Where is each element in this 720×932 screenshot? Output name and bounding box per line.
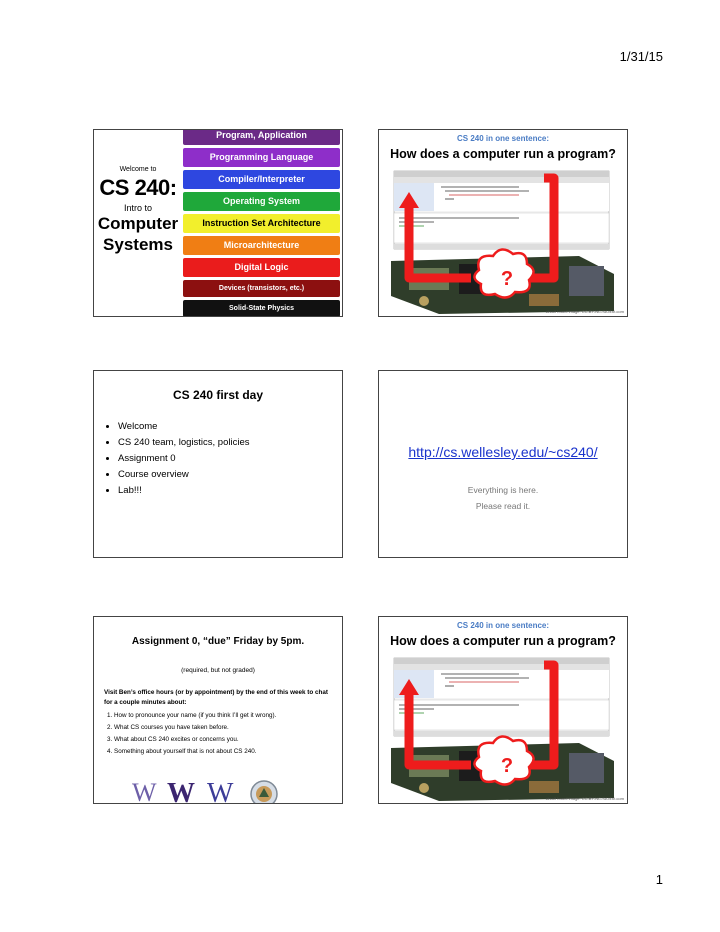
website-note	[379, 482, 627, 514]
slide-title: Assignment 0, “due” Friday by 5pm.	[131, 636, 305, 647]
program-to-hardware-figure	[379, 166, 627, 316]
layer-solid-state-physics: Solid-State Physics	[183, 300, 340, 317]
slide-caption: CS 240 in one sentence:	[456, 134, 550, 143]
list-item: • Course overview	[118, 467, 249, 483]
list-item: 1. How to pronounce your name (if you think I’ll get it wrong).	[114, 710, 276, 722]
slide-one-sentence	[378, 129, 628, 317]
list-item: 4. Something about yourself that is not about CS 240.	[114, 746, 276, 758]
course-title-block	[94, 166, 182, 255]
layer-digital-logic: Digital Logic	[183, 258, 340, 277]
ide-window-screenshot	[394, 171, 609, 249]
course-website-link[interactable]: http://cs.wellesley.edu/~cs240/	[408, 444, 598, 460]
layer-operating-system: Operating System	[183, 192, 340, 211]
list-item: • Welcome	[118, 419, 249, 435]
layer-devices-transistors-etc: Devices (transistors, etc.)	[183, 280, 340, 297]
slide-intro	[93, 129, 343, 317]
slide-subtitle: (required, but not graded)	[181, 667, 255, 674]
list-item: • Assignment 0	[118, 451, 249, 467]
list-item: 3. What about CS 240 excites or concerns you.	[114, 734, 276, 746]
list-item: • CS 240 team, logistics, policies	[118, 435, 249, 451]
slide-assignment-0	[93, 616, 343, 804]
assignment-instructions: Visit Ben’s office hours (or by appointment) by the end of this week to chat for a couple minutes about:	[104, 689, 328, 706]
image-credit: circuit board image: CC-BY-NC-SA ifixit.com	[545, 309, 624, 314]
list-item: • Lab!!!	[118, 483, 249, 499]
list-item: 2. What CS courses you have taken before.	[114, 722, 276, 734]
intro-to-text: Intro to	[123, 203, 152, 213]
slide-question: How does a computer run a program?	[390, 634, 616, 648]
seal-icon	[250, 780, 278, 804]
wellesley-w-logo: W	[132, 778, 157, 804]
ide-window-screenshot	[394, 658, 609, 736]
image-credit: circuit board image: CC-BY-NC-SA ifixit.com	[545, 796, 624, 801]
slide-one-sentence-repeat	[378, 616, 628, 804]
course-title-line1: Computer	[97, 214, 179, 233]
layer-instruction-set-architecture: Instruction Set Architecture	[183, 214, 340, 233]
williams-w-logo: W	[207, 778, 234, 804]
uw-w-logo: W	[167, 778, 195, 804]
question-mark: ?	[500, 268, 514, 290]
slide-title: CS 240 first day	[172, 388, 264, 402]
agenda-list	[104, 419, 249, 499]
note-line: Please read it.	[475, 501, 531, 511]
slide-caption: CS 240 in one sentence:	[456, 621, 550, 630]
course-number: CS 240:	[99, 175, 177, 200]
welcome-text: Welcome to	[119, 166, 157, 173]
page-number: 1	[655, 872, 663, 887]
layer-program-application: Program, Application	[183, 129, 340, 145]
slide-question: How does a computer run a program?	[390, 147, 616, 161]
slide-website	[378, 370, 628, 558]
layer-compiler-interpreter: Compiler/Interpreter	[183, 170, 340, 189]
question-mark: ?	[500, 755, 514, 777]
course-title-line2: Systems	[103, 235, 173, 254]
assignment-topics	[104, 710, 276, 758]
layer-programming-language: Programming Language	[183, 148, 340, 167]
layer-microarchitecture: Microarchitecture	[183, 236, 340, 255]
program-to-hardware-figure	[379, 653, 627, 803]
page-date: 1/31/15	[619, 49, 663, 64]
slide-first-day	[93, 370, 343, 558]
note-line: Everything is here.	[467, 485, 539, 495]
